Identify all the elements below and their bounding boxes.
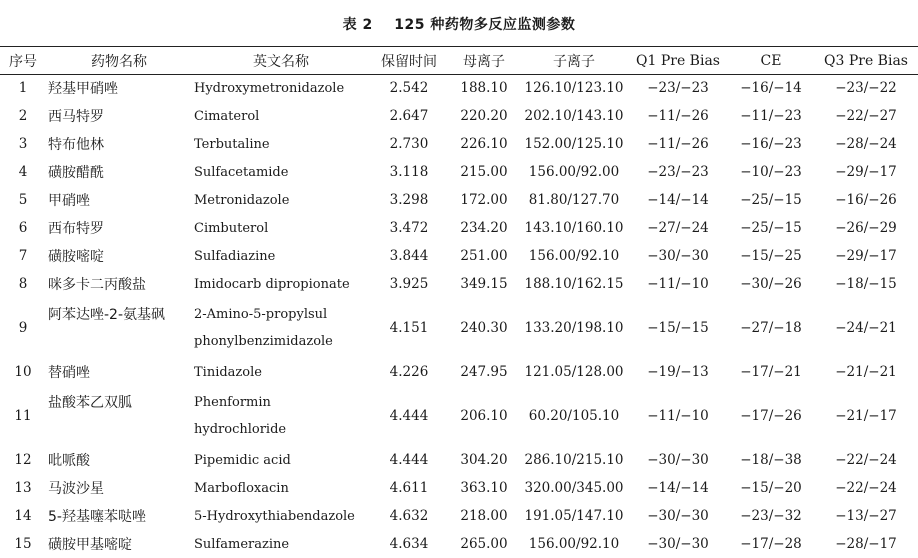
cell-product-ion: 286.10/215.10 — [524, 452, 624, 468]
cell-q1-pre-bias: −11/−10 — [647, 276, 709, 292]
cell-q3-pre-bias: −22/−24 — [835, 480, 897, 496]
cell-no: 9 — [18, 320, 28, 336]
cell-cn-name: 阿苯达唑-2-氨基砜 — [48, 307, 166, 323]
cell-en-name — [192, 474, 370, 502]
col-header-cn-name: 药物名称 — [91, 53, 147, 70]
table-caption — [0, 14, 918, 34]
cell-en-name — [192, 358, 370, 386]
col-header-q1-pre-bias: Q1 Pre Bias — [636, 52, 720, 69]
cell-en-name-line-1: Terbutaline — [194, 136, 270, 152]
cell-parent-ion: 172.00 — [460, 192, 508, 208]
cell-q3-pre-bias: −13/−27 — [835, 508, 897, 524]
cell-q1-pre-bias: −11/−26 — [647, 108, 709, 124]
table-row — [0, 74, 918, 102]
cell-no: 15 — [14, 536, 32, 552]
cell-q3-pre-bias: −28/−17 — [835, 536, 897, 552]
cell-cn-name: 西马特罗 — [48, 109, 104, 125]
cell-retention-time: 2.647 — [389, 108, 429, 124]
cell-no: 5 — [18, 192, 28, 208]
cell-retention-time: 4.444 — [389, 452, 429, 468]
cell-en-name — [192, 102, 370, 130]
table-row — [0, 214, 918, 242]
cell-cn-name: 磺胺醋酰 — [48, 165, 104, 181]
cell-en-name-line-1: Sulfadiazine — [194, 248, 276, 264]
cell-parent-ion: 247.95 — [460, 364, 508, 380]
cell-q1-pre-bias: −27/−24 — [647, 220, 709, 236]
cell-retention-time: 3.925 — [389, 276, 429, 292]
col-header-retention-time: 保留时间 — [381, 53, 437, 70]
cell-ce: −15/−25 — [740, 248, 802, 264]
cell-q1-pre-bias: −11/−26 — [647, 136, 709, 152]
table-row — [0, 502, 918, 530]
cell-q3-pre-bias: −22/−24 — [835, 452, 897, 468]
cell-product-ion: 81.80/127.70 — [528, 192, 620, 208]
cell-en-name-line-1: Cimbuterol — [194, 220, 269, 236]
cell-parent-ion: 218.00 — [460, 508, 508, 524]
cell-product-ion: 133.20/198.10 — [524, 320, 624, 336]
cell-no: 10 — [14, 364, 32, 380]
cell-ce: −18/−38 — [740, 452, 802, 468]
cell-no: 14 — [14, 508, 32, 524]
cell-parent-ion: 220.20 — [460, 108, 508, 124]
cell-cn-name: 磺胺甲基嘧啶 — [48, 537, 132, 553]
cell-retention-time: 4.151 — [389, 320, 429, 336]
cell-product-ion: 156.00/92.10 — [528, 248, 620, 264]
cell-en-name-line-1: Imidocarb dipropionate — [194, 276, 350, 292]
cell-product-ion: 188.10/162.15 — [524, 276, 624, 292]
table-row — [0, 298, 918, 358]
cell-cn-name: 替硝唑 — [48, 365, 90, 381]
cell-q3-pre-bias: −29/−17 — [835, 248, 897, 264]
cell-cn-name: 特布他林 — [48, 137, 104, 153]
table-row — [0, 386, 918, 446]
cell-parent-ion: 215.00 — [460, 164, 508, 180]
cell-q3-pre-bias: −22/−27 — [835, 108, 897, 124]
cell-en-name — [192, 502, 370, 530]
cell-ce: −17/−21 — [740, 364, 802, 380]
cell-ce: −15/−20 — [740, 480, 802, 496]
cell-no: 4 — [18, 164, 28, 180]
cell-retention-time: 3.472 — [389, 220, 429, 236]
cell-product-ion: 126.10/123.10 — [524, 80, 624, 96]
table-header-row — [0, 47, 918, 74]
cell-en-name — [192, 270, 370, 298]
cell-parent-ion: 206.10 — [460, 408, 508, 424]
cell-no: 12 — [14, 452, 32, 468]
table-row — [0, 130, 918, 158]
cell-retention-time: 3.298 — [389, 192, 429, 208]
cell-ce: −23/−32 — [740, 508, 802, 524]
table-row — [0, 102, 918, 130]
cell-parent-ion: 234.20 — [460, 220, 508, 236]
col-header-en-name: 英文名称 — [253, 53, 309, 70]
cell-product-ion: 156.00/92.00 — [528, 164, 620, 180]
cell-parent-ion: 349.15 — [460, 276, 508, 292]
col-header-product-ion: 子离子 — [553, 53, 595, 70]
cell-en-name-line-1: 5-Hydroxythiabendazole — [194, 508, 355, 524]
table-row — [0, 242, 918, 270]
cell-en-name-line-1: Pipemidic acid — [194, 452, 291, 468]
table-row — [0, 186, 918, 214]
cell-ce: −10/−23 — [740, 164, 802, 180]
table-row — [0, 358, 918, 386]
cell-ce: −16/−23 — [740, 136, 802, 152]
cell-en-name-line-1: Sulfacetamide — [194, 164, 289, 180]
cell-parent-ion: 251.00 — [460, 248, 508, 264]
cell-q1-pre-bias: −30/−30 — [647, 508, 709, 524]
cell-product-ion: 156.00/92.10 — [528, 536, 620, 552]
cell-q1-pre-bias: −15/−15 — [647, 320, 709, 336]
cell-ce: −11/−23 — [740, 108, 802, 124]
cell-q3-pre-bias: −23/−22 — [835, 80, 897, 96]
cell-q1-pre-bias: −14/−14 — [647, 480, 709, 496]
cell-product-ion: 121.05/128.00 — [524, 364, 624, 380]
cell-parent-ion: 265.00 — [460, 536, 508, 552]
cell-retention-time: 4.632 — [389, 508, 429, 524]
cell-en-name — [192, 298, 370, 358]
cell-retention-time: 2.542 — [389, 80, 429, 96]
col-header-no: 序号 — [9, 53, 37, 70]
cell-cn-name: 盐酸苯乙双胍 — [48, 395, 132, 411]
col-header-parent-ion: 母离子 — [463, 53, 505, 70]
cell-q3-pre-bias: −24/−21 — [835, 320, 897, 336]
cell-product-ion: 191.05/147.10 — [524, 508, 624, 524]
cell-en-name-line-1: Cimaterol — [194, 108, 260, 124]
cell-retention-time: 3.118 — [389, 164, 429, 180]
cell-en-name-line-2: hydrochloride — [194, 422, 287, 437]
cell-no: 7 — [18, 248, 28, 264]
mrm-parameter-table — [0, 47, 918, 558]
cell-q1-pre-bias: −23/−23 — [647, 80, 709, 96]
cell-product-ion: 320.00/345.00 — [524, 480, 624, 496]
cell-q3-pre-bias: −21/−21 — [835, 364, 897, 380]
cell-cn-name: 吡哌酸 — [48, 453, 90, 469]
table-row — [0, 270, 918, 298]
cell-ce: −27/−18 — [740, 320, 802, 336]
cell-no: 2 — [18, 108, 28, 124]
table-caption-label: 表 2 — [342, 17, 373, 33]
cell-en-name-line-1: Metronidazole — [194, 192, 290, 208]
cell-cn-name: 马波沙星 — [48, 481, 104, 497]
col-header-q3-pre-bias: Q3 Pre Bias — [824, 52, 908, 69]
cell-en-name — [192, 130, 370, 158]
cell-ce: −25/−15 — [740, 192, 802, 208]
table-row — [0, 474, 918, 502]
cell-no: 1 — [18, 80, 28, 96]
cell-q1-pre-bias: −30/−30 — [647, 536, 709, 552]
cell-en-name — [192, 158, 370, 186]
cell-en-name — [192, 214, 370, 242]
cell-parent-ion: 363.10 — [460, 480, 508, 496]
cell-q3-pre-bias: −26/−29 — [835, 220, 897, 236]
cell-cn-name: 羟基甲硝唑 — [48, 81, 118, 97]
cell-en-name — [192, 242, 370, 270]
cell-en-name-line-1: 2-Amino-5-propylsul — [194, 307, 328, 322]
cell-parent-ion: 188.10 — [460, 80, 508, 96]
cell-retention-time: 4.634 — [389, 536, 429, 552]
cell-q1-pre-bias: −30/−30 — [647, 248, 709, 264]
cell-en-name-line-1: Tinidazole — [194, 364, 262, 380]
cell-q1-pre-bias: −11/−10 — [647, 408, 709, 424]
cell-retention-time: 4.226 — [389, 364, 429, 380]
cell-parent-ion: 226.10 — [460, 136, 508, 152]
cell-en-name — [192, 74, 370, 102]
table-row — [0, 158, 918, 186]
cell-cn-name: 咪多卡二丙酸盐 — [48, 277, 146, 293]
cell-parent-ion: 304.20 — [460, 452, 508, 468]
cell-product-ion: 202.10/143.10 — [524, 108, 624, 124]
cell-product-ion: 60.20/105.10 — [528, 408, 620, 424]
cell-en-name — [192, 386, 370, 446]
table-caption-text: 125 种药物多反应监测参数 — [394, 17, 576, 33]
cell-q3-pre-bias: −16/−26 — [835, 192, 897, 208]
cell-product-ion: 152.00/125.10 — [524, 136, 624, 152]
cell-ce: −30/−26 — [740, 276, 802, 292]
cell-q1-pre-bias: −14/−14 — [647, 192, 709, 208]
cell-ce: −17/−28 — [740, 536, 802, 552]
cell-ce: −16/−14 — [740, 80, 802, 96]
cell-q1-pre-bias: −19/−13 — [647, 364, 709, 380]
cell-q3-pre-bias: −21/−17 — [835, 408, 897, 424]
cell-no: 3 — [18, 136, 28, 152]
cell-cn-name: 西布特罗 — [48, 221, 104, 237]
cell-en-name — [192, 186, 370, 214]
cell-q3-pre-bias: −28/−24 — [835, 136, 897, 152]
cell-retention-time: 2.730 — [389, 136, 429, 152]
cell-q1-pre-bias: −23/−23 — [647, 164, 709, 180]
cell-en-name-line-1: Phenformin — [194, 395, 271, 410]
col-header-ce: CE — [760, 52, 782, 69]
cell-cn-name: 甲硝唑 — [48, 193, 90, 209]
cell-en-name-line-1: Hydroxymetronidazole — [194, 80, 345, 96]
cell-en-name-line-1: Sulfamerazine — [194, 536, 290, 552]
cell-q1-pre-bias: −30/−30 — [647, 452, 709, 468]
cell-parent-ion: 240.30 — [460, 320, 508, 336]
cell-no: 13 — [14, 480, 32, 496]
cell-no: 8 — [18, 276, 28, 292]
cell-ce: −17/−26 — [740, 408, 802, 424]
cell-q3-pre-bias: −18/−15 — [835, 276, 897, 292]
cell-retention-time: 4.444 — [389, 408, 429, 424]
cell-ce: −25/−15 — [740, 220, 802, 236]
cell-retention-time: 3.844 — [389, 248, 429, 264]
cell-en-name-line-1: Marbofloxacin — [194, 480, 289, 496]
table-row — [0, 446, 918, 474]
cell-no: 11 — [14, 408, 32, 424]
cell-en-name-line-2: phonylbenzimidazole — [194, 334, 333, 349]
table-body — [0, 74, 918, 558]
cell-q3-pre-bias: −29/−17 — [835, 164, 897, 180]
cell-cn-name: 磺胺嘧啶 — [48, 249, 104, 265]
cell-retention-time: 4.611 — [389, 480, 429, 496]
cell-en-name — [192, 446, 370, 474]
cell-product-ion: 143.10/160.10 — [524, 220, 624, 236]
cell-cn-name: 5-羟基噻苯哒唑 — [48, 509, 146, 525]
cell-no: 6 — [18, 220, 28, 236]
